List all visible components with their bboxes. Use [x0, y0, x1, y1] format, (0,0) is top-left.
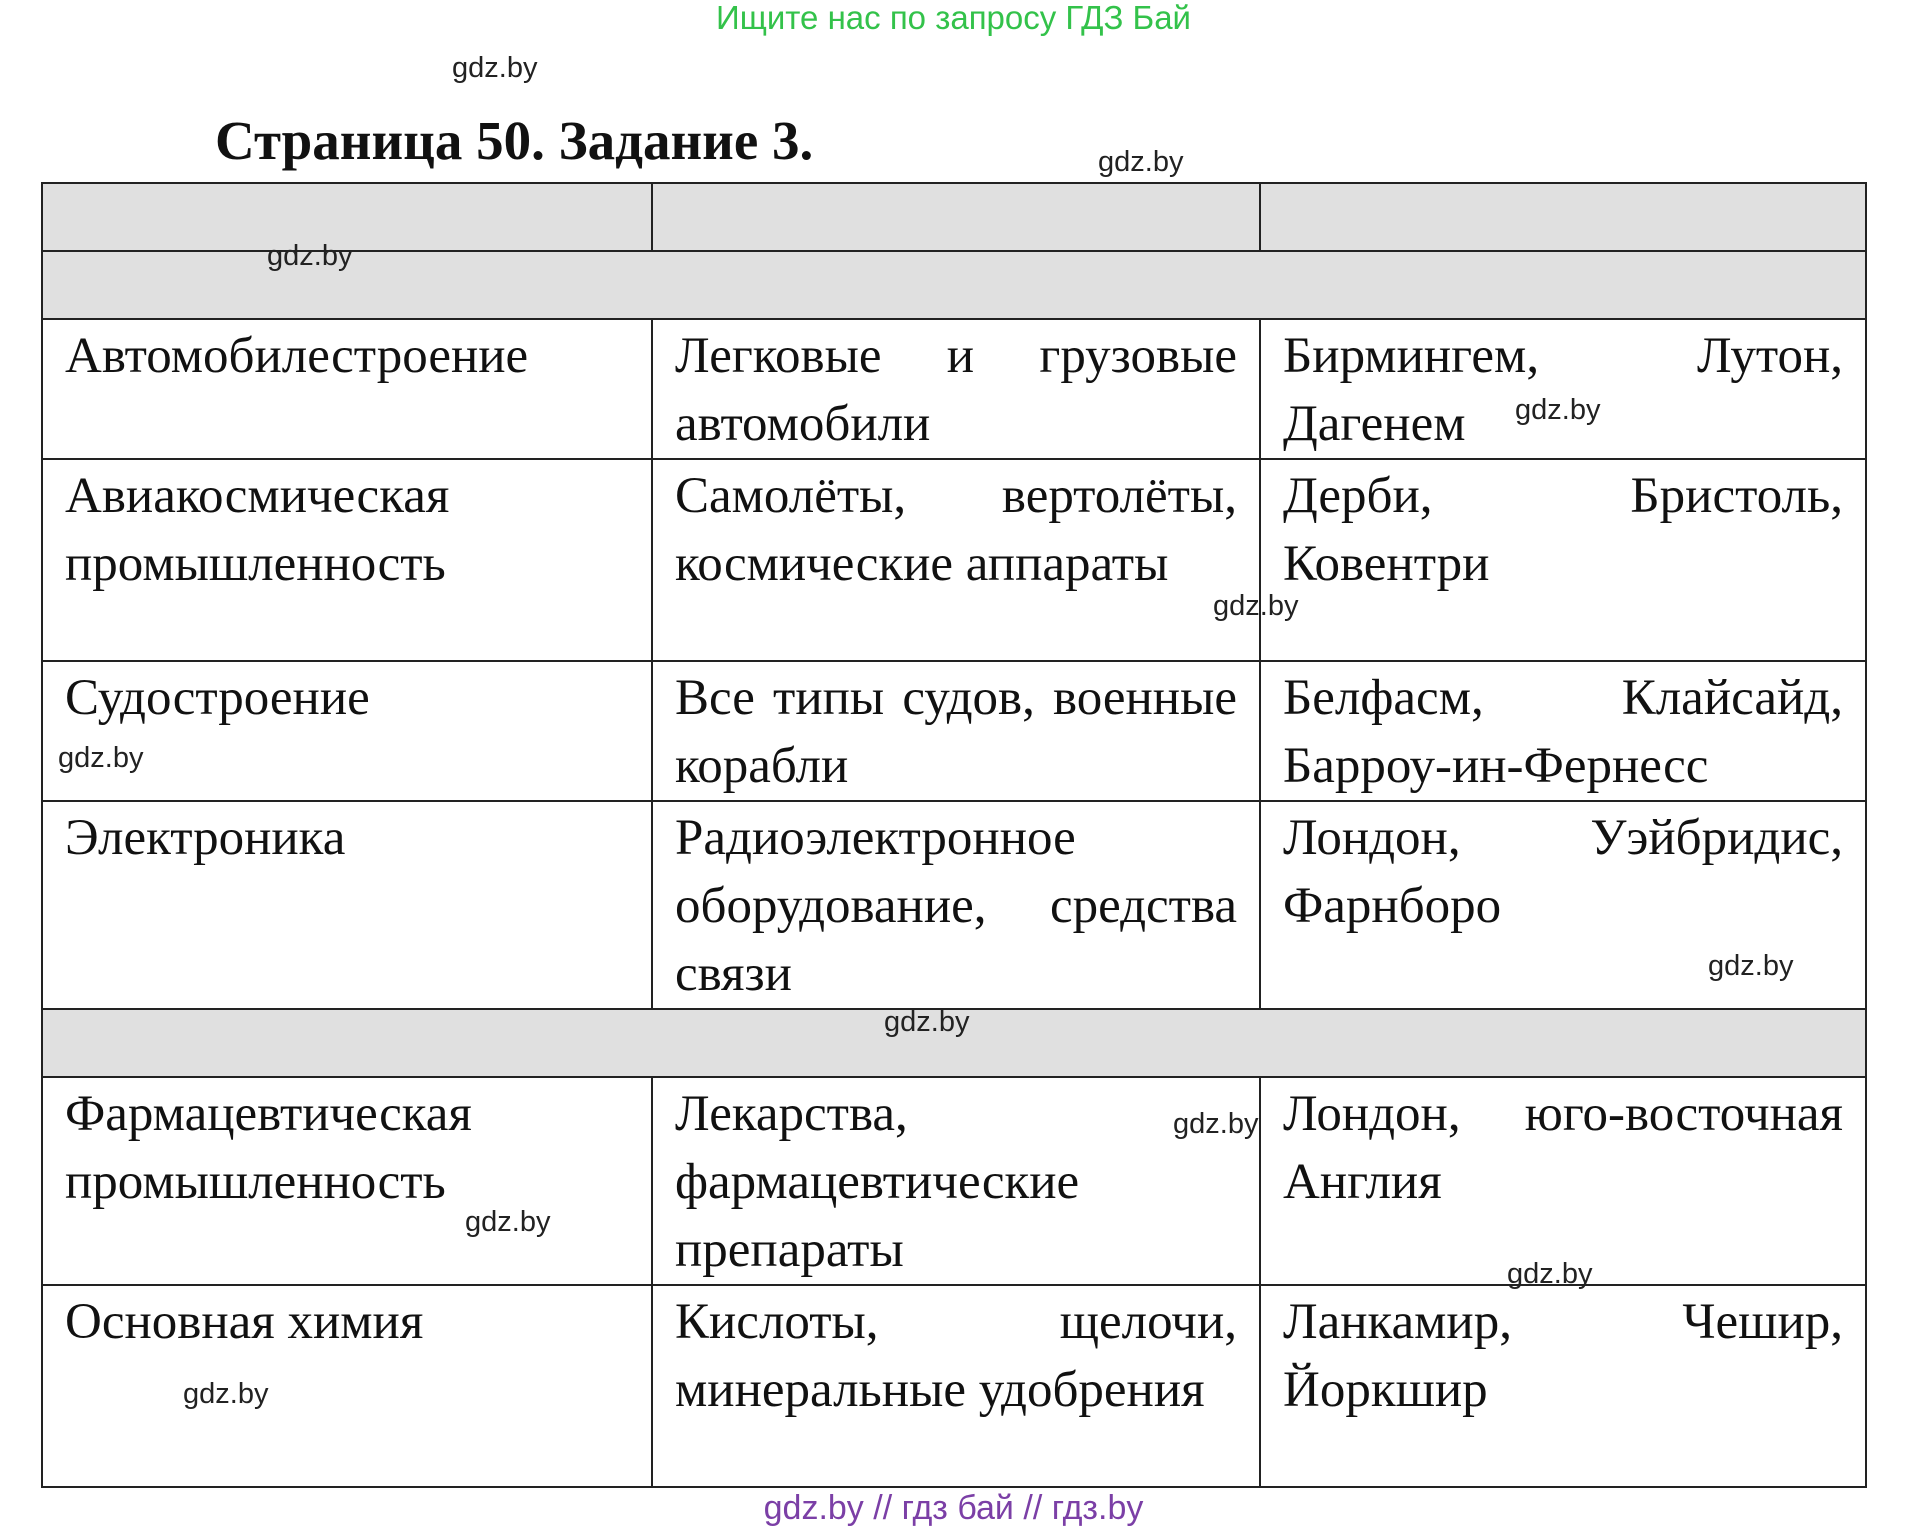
products-cell: Самолёты, вертолёты, космические аппараты	[652, 459, 1260, 661]
products-cell: Кислоты, щелочи, минеральные удобрения	[652, 1285, 1260, 1487]
table-row	[42, 801, 1866, 1009]
products-cell: Радиоэлектронное оборудование, средства связи	[652, 801, 1260, 1009]
watermark: gdz.by	[1213, 590, 1299, 622]
products-cell: Все типы судов, военные корабли	[652, 661, 1260, 801]
industry-cell: Авиакосмическая промышленность	[42, 459, 652, 661]
watermark: gdz.by	[267, 240, 353, 272]
centers-cell: Дерби, Бристоль, Ковентри	[1260, 459, 1866, 661]
watermark: gdz.by	[1515, 394, 1601, 426]
top-banner: Ищите нас по запросу ГДЗ Бай	[716, 0, 1191, 36]
products-cell: Лекарства, фармацевтические препараты	[652, 1077, 1260, 1285]
table-row	[42, 459, 1866, 661]
table-row	[42, 661, 1866, 801]
watermark: gdz.by	[1173, 1108, 1259, 1140]
centers-cell: Бирмингем, Лутон, Дагенем	[1260, 319, 1866, 459]
industry-cell: Основная химия	[42, 1285, 652, 1487]
table-row	[42, 1077, 1866, 1285]
watermark: gdz.by	[1507, 1258, 1593, 1290]
watermark: gdz.by	[884, 1006, 970, 1038]
centers-cell: Ланкамир, Чешир, Йоркшир	[1260, 1285, 1866, 1487]
watermark: gdz.by	[465, 1206, 551, 1238]
watermark: gdz.by	[58, 742, 144, 774]
header-cell	[652, 183, 1260, 251]
centers-cell: Лондон, Уэйбридис, Фарнборо	[1260, 801, 1866, 1009]
industry-cell: Автомобилестроение	[42, 319, 652, 459]
watermark: gdz.by	[1098, 146, 1184, 178]
footer-links: gdz.by // гдз бай // гдз.by	[763, 1489, 1144, 1527]
industry-cell: Судостроение	[42, 661, 652, 801]
industry-cell: Электроника	[42, 801, 652, 1009]
watermark: gdz.by	[1708, 950, 1794, 982]
centers-cell: Лондон, юго-восточная Англия	[1260, 1077, 1866, 1285]
page-title: Страница 50. Задание 3.	[215, 110, 814, 171]
products-cell: Легковые и грузовые автомобили	[652, 319, 1260, 459]
table-row	[42, 319, 1866, 459]
watermark: gdz.by	[183, 1378, 269, 1410]
industry-table	[41, 182, 1867, 1488]
industry-cell: Фармацевтическая промышленность	[42, 1077, 652, 1285]
table-row	[42, 1285, 1866, 1487]
header-cell	[1260, 183, 1866, 251]
centers-cell: Белфасм, Клайсайд, Барроу-ин-Фернесс	[1260, 661, 1866, 801]
watermark: gdz.by	[452, 52, 538, 84]
